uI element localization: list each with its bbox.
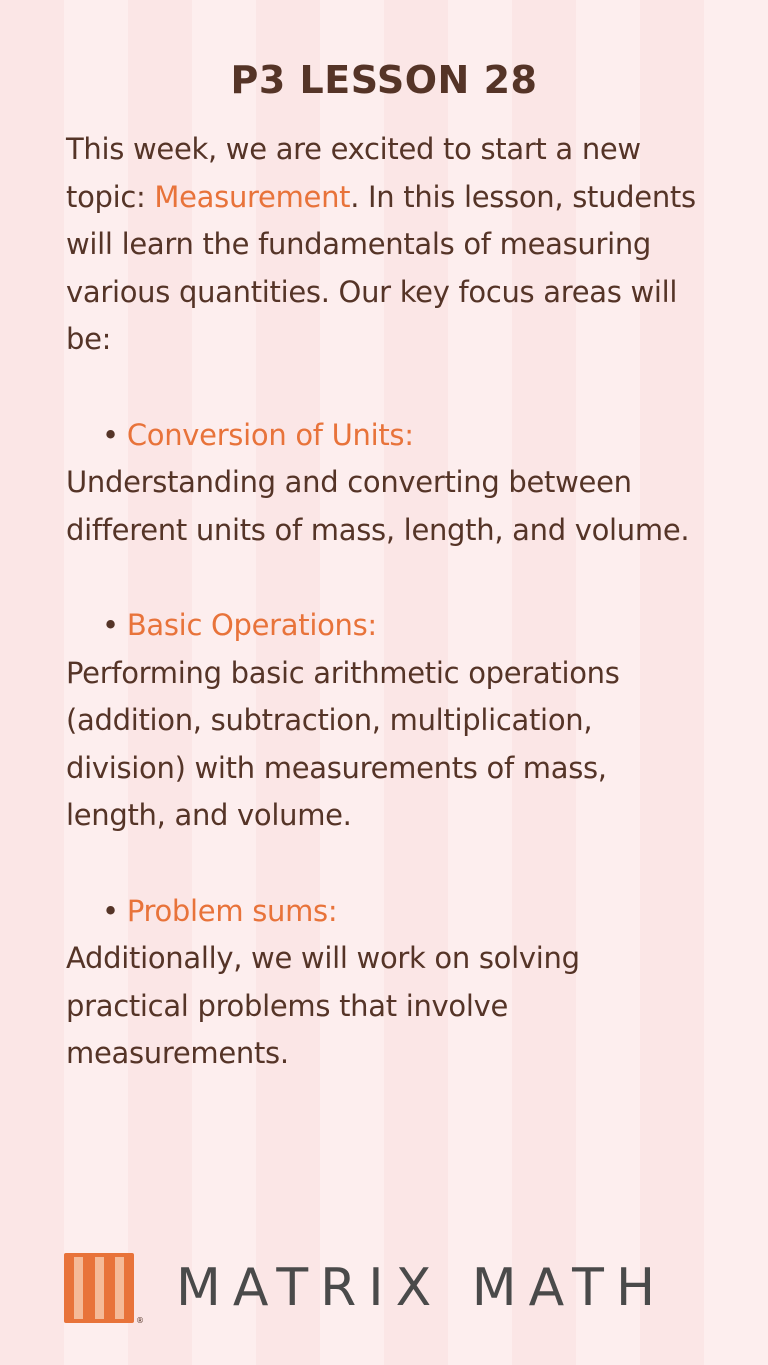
lesson-body — [66, 126, 706, 1078]
focus-heading-conversion: • Conversion of Units: — [102, 417, 414, 452]
bullet-icon: • — [102, 893, 119, 928]
focus-heading-operations: • Basic Operations: — [102, 607, 377, 642]
intro-paragraph: This week, we are excited to start a new topic: Measurement. In this lesson, students will learn the fundamentals of measuring various quantities. Our key focus areas will be: — [66, 132, 696, 357]
matrix-math-logo-icon — [64, 1253, 144, 1325]
brand-name: MATRIX MATH — [176, 1258, 668, 1318]
page-title: P3 LESSON 28 — [230, 58, 538, 102]
registered-mark: ® — [136, 1316, 144, 1325]
focus-description-operations: Performing basic arithmetic operations (addition, subtraction, multiplication, division) with measurements of mass, length, and volume. — [66, 655, 620, 833]
brand-footer — [64, 1252, 724, 1324]
focus-description-problem-sums: Additionally, we will work on solving practical problems that involve measurements. — [66, 941, 580, 1071]
focus-heading-problem-sums: • Problem sums: — [102, 893, 338, 928]
bullet-icon: • — [102, 607, 119, 642]
focus-description-conversion: Understanding and converting between different units of mass, length, and volume. — [66, 465, 690, 547]
topic-highlight: Measurement — [154, 179, 351, 214]
bullet-icon: • — [102, 417, 119, 452]
